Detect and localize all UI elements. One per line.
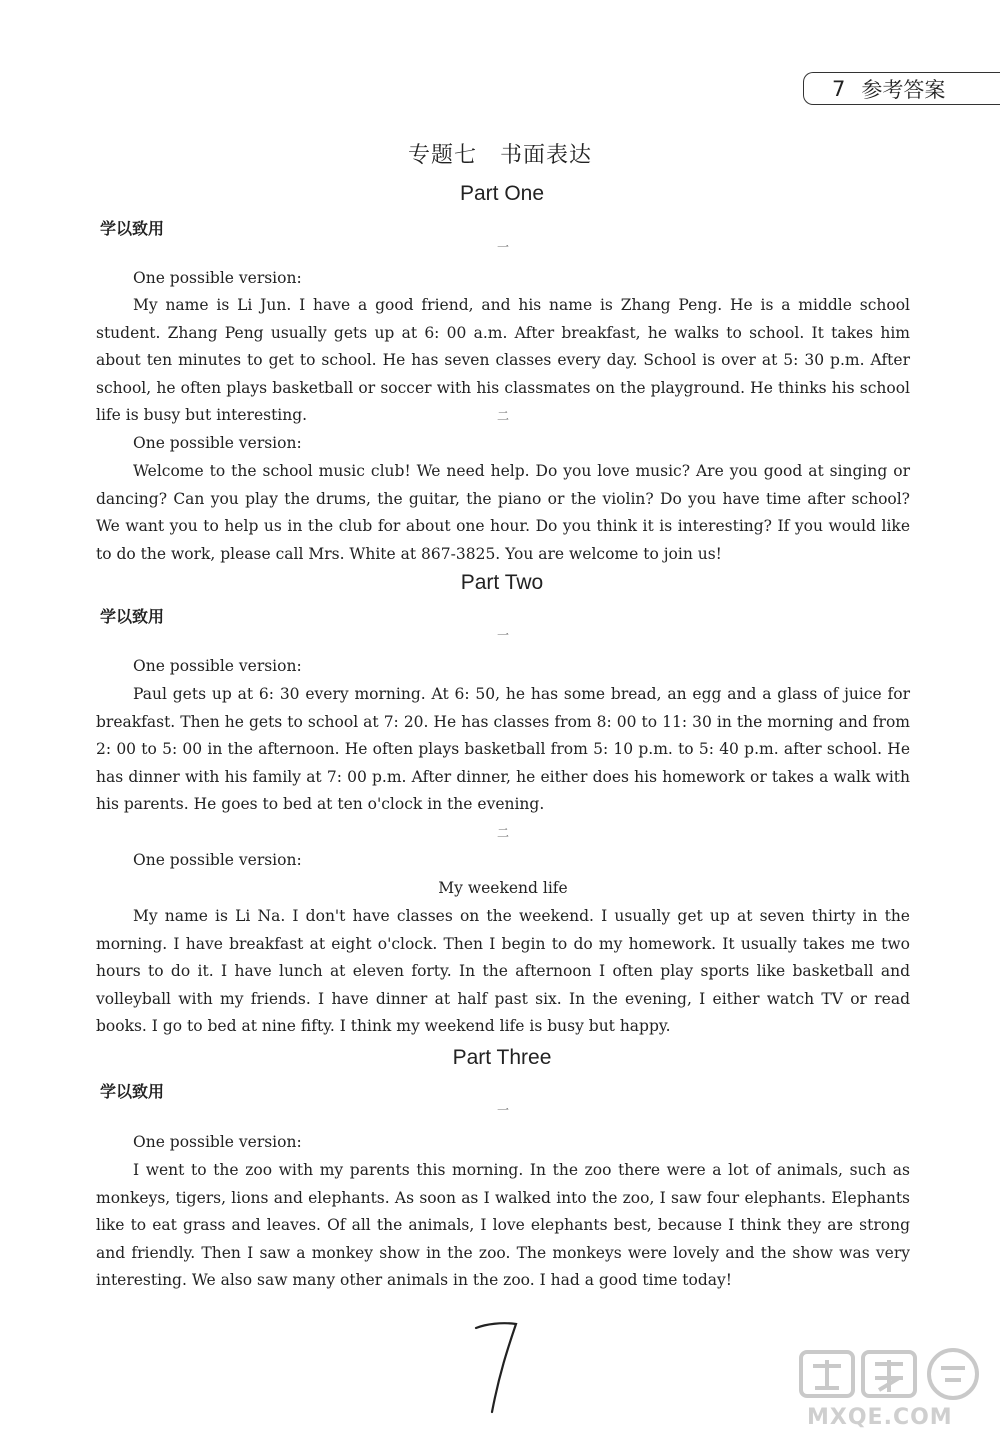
essay-title: My weekend life (438, 879, 568, 897)
answer-paragraph: Paul gets up at 6: 30 every morning. At 6: 50, he has some bread, an egg and a glass of juice for breakfast. Then he gets to school at 7: 20. He has classes from 8: 00 to 11: 30 in the morning and from 2: 00 to 5: 00 in the afternoon. He often plays basketball from 5: 10 p.m. to 5: 40 p.m. after school. He has dinner with his family at 7: 00 p.m. After dinner, he either does his homework or takes a walk with his parents. He goes to bed at ten o'clock in the evening. (96, 685, 910, 813)
version-label: One possible version: (133, 269, 302, 287)
version-label: One possible version: (133, 851, 302, 869)
watermark-logo (795, 1348, 995, 1430)
answer-paragraph: My name is Li Jun. I have a good friend, and his name is Zhang Peng. He is a middle school student. Zhang Peng usually gets up at 6: 00 a.m. After breakfast, he walks to school. It takes him about ten minutes to get to school. He has seven classes every day. School is over at 5: 30 p.m. After school, he often plays basketball or soccer with his classmates on the playground. He thinks his school life is busy but interesting. (96, 296, 910, 424)
header-label: 参考答案 (861, 77, 946, 102)
header-number: 7 (832, 76, 846, 101)
page-header-tab (803, 72, 1000, 105)
svg-text:MXQE.COM: MXQE.COM (807, 1405, 953, 1430)
version-label: One possible version: (133, 434, 302, 452)
section-mark: 二 (496, 409, 509, 423)
section-mark: 一 (496, 240, 509, 254)
page-title: 专题七 书面表达 (407, 143, 592, 168)
answer-paragraph: I went to the zoo with my parents this morning. In the zoo there were a lot of animals, such as monkeys, tigers, lions and elephants. As soon as I walked into the zoo, I saw four elephants. Elephants like to eat grass and leaves. Of all the animals, I love elephants best, because I think they are strong and friendly. Then I saw a monkey show in the zoo. The monkeys were lovely and the show was very interesting. We also saw many other animals in the zoo. I had a good time today! (96, 1161, 910, 1289)
answer-paragraph: My name is Li Na. I don't have classes on the weekend. I usually get up at seven thirty in the morning. I have breakfast at eight o'clock. Then I begin to do my homework. It usually takes me two hours to do it. I have lunch at eleven forty. In the afternoon I often play sports like basketball and volleyball with my friends. I have dinner at half past six. In the evening, I either watch TV or read books. I go to bed at nine fifty. I think my weekend life is busy but happy. (96, 907, 910, 1035)
section-mark: 一 (496, 628, 509, 642)
part-two-subhead: 学以致用 (100, 607, 165, 626)
section-mark: 一 (496, 1103, 509, 1117)
answer-paragraph: Welcome to the school music club! We need help. Do you love music? Are you good at singing or dancing? Can you play the drums, the guitar, the piano or the violin? Do you have time after school? We want you to help us in the club for about one hour. Do you think it is interesting? If you would like to do the work, please call Mrs. White at 867-3825. You are welcome to join us! (96, 462, 910, 563)
handwritten-page-number (470, 1320, 530, 1420)
part-two-heading: Part Two (460, 571, 544, 594)
part-one-subhead: 学以致用 (100, 219, 165, 238)
part-one-heading: Part One (459, 182, 545, 205)
section-mark: 二 (496, 826, 509, 840)
version-label: One possible version: (133, 1133, 302, 1151)
part-three-heading: Part Three (452, 1046, 552, 1069)
version-label: One possible version: (133, 657, 302, 675)
part-three-subhead: 学以致用 (100, 1082, 165, 1101)
